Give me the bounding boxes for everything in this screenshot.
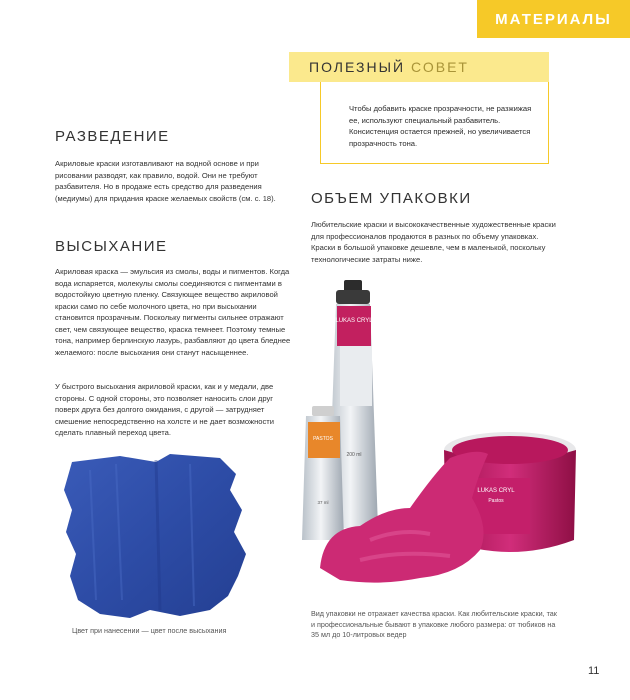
- drying-heading: ВЫСЫХАНИЕ: [55, 238, 168, 255]
- drying-text-1: Акриловая краска — эмульсия из смолы, воды и пигментов. Когда вода испаряется, молекулы смолы соединяются с пигментами в водостойкую цветную пленку. Связующее вещество акриловой краски само по себе молочного цвета, но при высыхании становится прозрачным. Поскольку пигменты сильнее отражают свет, чем связующее вещество, краска темнеет. Поэтому темные тона, например берлинскую лазурь, разбавляют до цвета бледнее желаемого: после высыхания они станут насыщеннее.: [55, 267, 291, 357]
- jar-brand: LUKAS CRYL: [477, 488, 515, 494]
- packaging-text: Любительские краски и высококачественные художественные краски для профессионалов продаются в разных по объему упаковках. Краски в большой упаковке дешевле, чем в маленькой, поскольку технологические затраты ниже.: [311, 220, 556, 264]
- tube-volume: 200 ml: [346, 452, 362, 458]
- dilution-heading: РАЗВЕДЕНИЕ: [55, 128, 170, 145]
- tube-brand: LUKAS CRYL: [335, 318, 373, 324]
- packages-caption: Вид упаковки не отражает качества краски. Как любительские краски, так и профессиональные бывают в упаковке любого размера: от тюбиков на 35 мл до 10-литровых ведер: [311, 609, 557, 639]
- packaging-heading: ОБЪЕМ УПАКОВКИ: [311, 190, 472, 207]
- paint-packages-image: [300, 278, 590, 598]
- drying-text-2: У быстрого высыхания акриловой краски, как и у медали, две стороны. С одной стороны, это позволяет наносить слои друг поверх друга без долгого ожидания, с другой — затрудняет смешение непосредственно на холсте и не дает возможности сделать плавный переход цвета.: [55, 382, 275, 437]
- tip-header: [289, 52, 549, 82]
- jar-series: Pastos: [488, 498, 504, 504]
- dilution-text: Акриловые краски изготавливают на водной основе и при рисовании разводят, как правило, водой. Они не требуют разбавителя. Но в продаже есть средство для разведения (медиумы) для придания краске желаемых свойств (см. с. 18).: [55, 159, 276, 203]
- swatch-caption: Цвет при нанесении — цвет после высыхания: [72, 626, 227, 635]
- tip-title-part1: ПОЛЕЗНЫЙ: [309, 59, 406, 75]
- section-banner: [477, 0, 630, 38]
- small-tube-volume: 37 ml: [317, 500, 329, 505]
- blue-paint-swatch-image: [60, 450, 250, 622]
- tip-title-part2: СОВЕТ: [411, 59, 469, 75]
- tip-text: Чтобы добавить краске прозрачности, не разжижая ее, используют специальный разбавитель. Консистенция остается прежней, но увеличивается прозрачность тона.: [349, 104, 532, 148]
- small-paint-tube: [302, 406, 344, 540]
- small-tube-series: PASTOS: [313, 436, 333, 442]
- section-label: МАТЕРИАЛЫ: [495, 10, 612, 28]
- page-number: 11: [588, 665, 600, 677]
